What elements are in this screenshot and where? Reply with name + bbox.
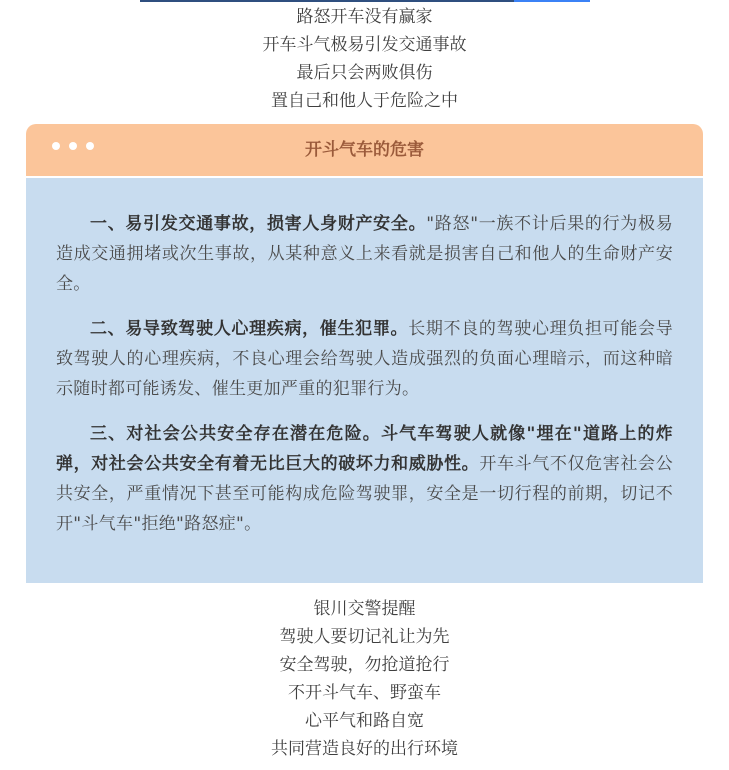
hazard-paragraph-1: [56, 209, 673, 299]
intro-line: 开车斗气极易引发交通事故: [262, 35, 467, 55]
hazard-text-1: "路怒"一族不计后果的行为极易造成交通拥堵或次生事故，从某种意义上来看就是损害自己和他人的生命财产安全。: [56, 214, 674, 294]
outro-line: 心平气和路自宽: [305, 711, 424, 731]
hazard-paragraph-3: [56, 419, 673, 539]
intro-line: 路怒开车没有赢家: [296, 7, 433, 27]
outro-line: 驾驶人要切记礼让为先: [279, 627, 450, 647]
top-image-edge: [140, 0, 590, 2]
outro-line: 不开斗气车、野蛮车: [288, 683, 441, 703]
card-title: 开斗气车的危害: [305, 140, 424, 160]
hazard-heading-1: 一、易引发交通事故，损害人身财产安全。: [90, 214, 427, 234]
hazard-heading-2: 二、易导致驾驶人心理疾病，催生犯罪。: [90, 319, 409, 339]
hazard-paragraph-2: [56, 314, 673, 404]
outro-line: 共同营造良好的出行环境: [271, 739, 458, 759]
intro-line: 置自己和他人于危险之中: [271, 91, 458, 111]
intro-text-block: [0, 3, 729, 115]
card-header: [26, 124, 703, 176]
card-body: [26, 178, 703, 583]
hazard-text-2: 长期不良的驾驶心理负担可能会导致驾驶人的心理疾病，不良心理会给驾驶人造成强烈的负面心理暗示，而这种暗示随时都可能诱发、催生更加严重的犯罪行为。: [56, 319, 673, 399]
outro-line: 银川交警提醒: [313, 599, 416, 619]
hazard-heading-3: 三、对社会公共安全存在潜在危险。斗气车驾驶人就像"埋在"道路上的炸弹，对社会公共安全有着无比巨大的破坏力和威胁性。: [56, 424, 673, 474]
outro-line: 安全驾驶，勿抢道抢行: [279, 655, 450, 675]
hazard-text-3: 开车斗气不仅危害社会公共安全，严重情况下甚至可能构成危险驾驶罪，安全是一切行程的前期，切记不开"斗气车"拒绝"路怒症"。: [56, 454, 673, 534]
top-image-accent: [514, 0, 590, 2]
intro-line: 最后只会两败俱伤: [296, 63, 433, 83]
outro-text-block: [0, 595, 729, 763]
